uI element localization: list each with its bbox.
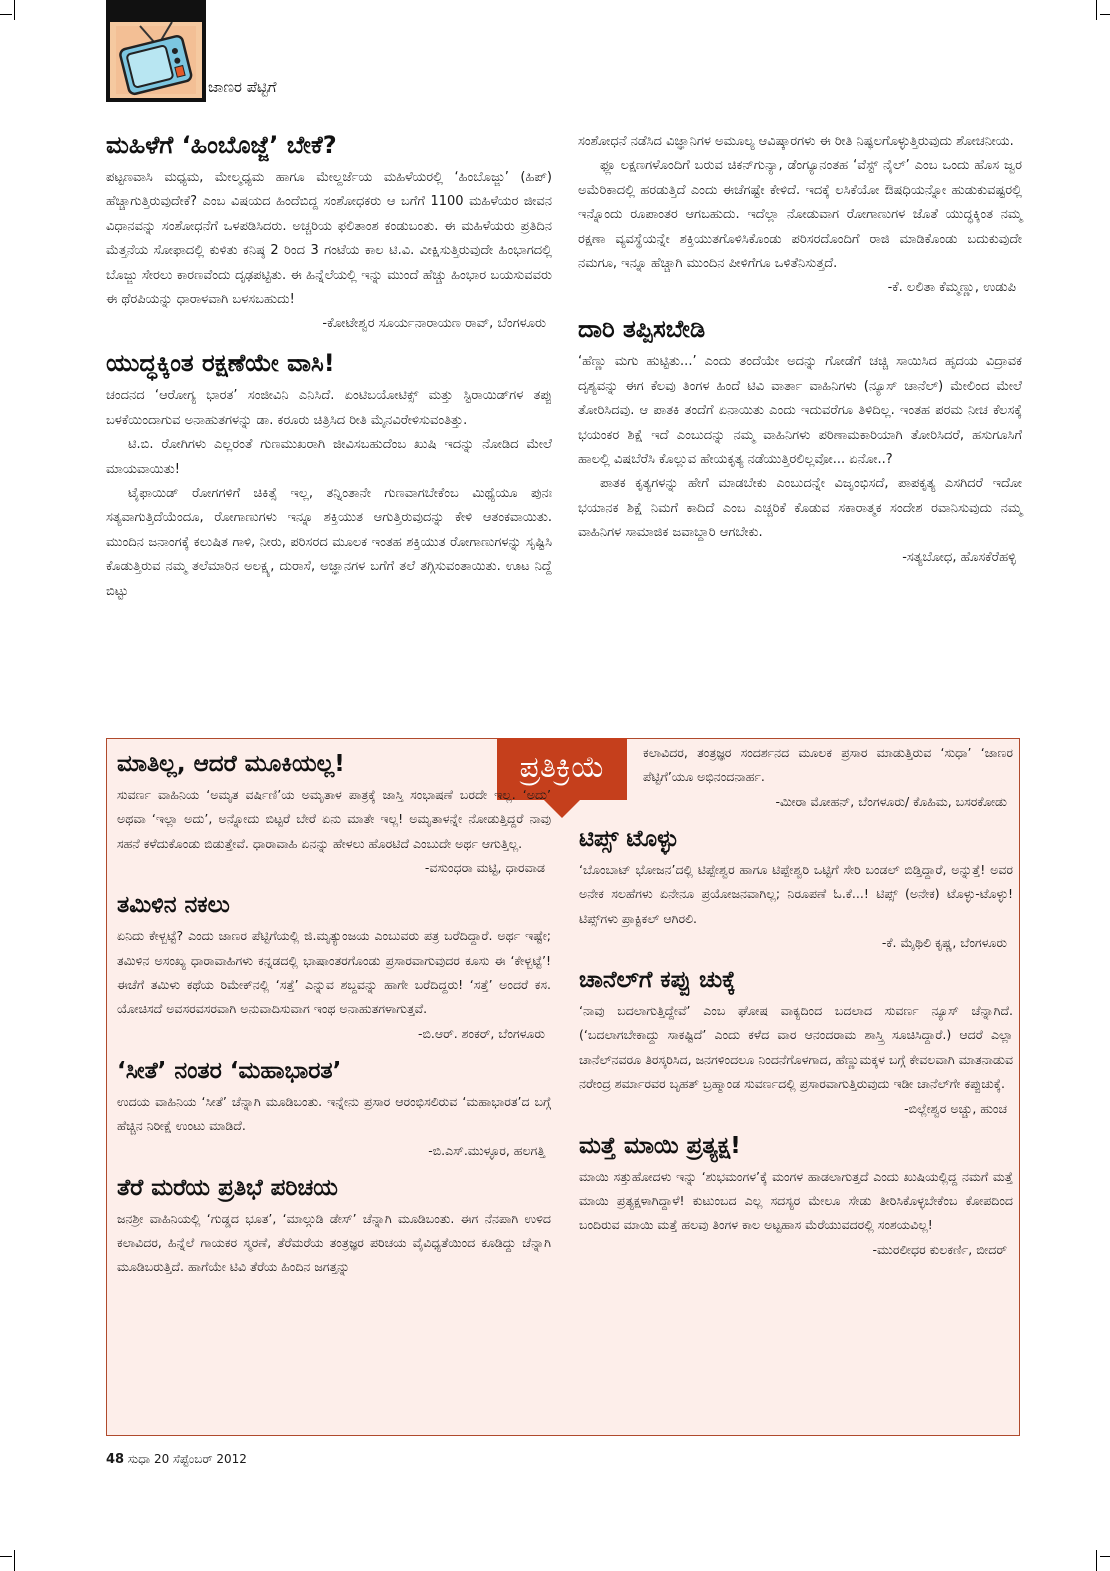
letter-signature: -ಬಿಲ್ಲೇಶ್ವರ ಅಚ್ಚು, ಹುಂಚ — [904, 1100, 1007, 1116]
letter — [579, 965, 1013, 1121]
tv-icon — [110, 22, 202, 98]
letter-body: ಟೈಫಾಯಿಡ್ ರೋಗಗಳಿಗೆ ಚಿಕಿತ್ಸೆ ಇಲ್ಲ, ತನ್ನಿಂತಾನೇ ಗುಣವಾಗಬೇಕೆಂಬ ಮಿಥ್ಯೆಯೂ ಪುನಃ ಸತ್ಯವಾಗುತ್ತಿದೆಯೆಂದೂ, ರೋಗಾಣುಗಳು ಇನ್ನೂ ಶಕ್ತಿಯುತ ಆಗುತ್ತಿರುವುದನ್ನು ಕೇಳಿ ಆತಂಕವಾಯಿತು. ಮುಂದಿನ ಜನಾಂಗಕ್ಕೆ ಕಲುಷಿತ ಗಾಳಿ, ನೀರು, ಪರಿಸರದ ಮೂಲಕ ಇಂತಹ ಶಕ್ತಿಯುತ ರೋಗಾಣುಗಳನ್ನು ಸೃಷ್ಟಿಸಿ ಕೊಡುತ್ತಿರುವ ನಮ್ಮ ತಲೆಮಾರಿನ ಅಲಕ್ಷ್ಯ, ದುರಾಸೆ, ಅಜ್ಞಾನಗಳ ಬಗೆಗೆ ತಲೆ ತಗ್ಗಿಸುವಂತಾಯಿತು. ಊಟ ನಿದ್ದೆ ಬಿಟ್ಟು — [106, 486, 552, 599]
letter-body: ಏನಿದು ಕೇಳ್ಬಟ್ಟೆ? ಎಂದು ಜಾಣರ ಪೆಟ್ಟಿಗೆಯಲ್ಲಿ ಜಿ.ಮೃತ್ಯುಂಜಯ ಎಂಬುವರು ಪತ್ರ ಬರೆದಿದ್ದಾರೆ. ಅರ್ಥ ಇಷ್ಟೇ; ತಮಿಳಿನ ಅಸಂಖ್ಯ ಧಾರಾವಾಹಿಗಳು ಕನ್ನಡದಲ್ಲಿ ಭಾಷಾಂತರಗೊಂಡು ಪ್ರಸಾರವಾಗುವುದರ ಕೂಸು ಈ ‘ಕೇಳ್ಬಟ್ಟೆ’! ಈಚೆಗೆ ತಮಿಳು ಕಥೆಯ ರಿಮೇಕ್‌ನಲ್ಲಿ ‘ಸತ್ತೆ’ ಎನ್ನುವ ಶಬ್ದವನ್ನು ಹಾಗೇ ಬರೆದಿದ್ದರು! ‘ಸತ್ತೆ’ ಅಂದರೆ ಕಸ. ಯೋಚಿಸದೆ ಅವಸರವಸರವಾಗಿ ಅನುವಾದಿಸುವಾಗ ಇಂಥ ಅನಾಹುತಗಳಾಗುತ್ತವೆ. — [117, 928, 551, 1017]
letter-body: ‘ಹೆಣ್ಣು ಮಗು ಹುಟ್ಟಿತು...’ ಎಂದು ತಂದೆಯೇ ಅದನ್ನು ಗೋಡೆಗೆ ಚಚ್ಚಿ ಸಾಯಿಸಿದ ಹೃದಯ ವಿದ್ರಾವಕ ದೃಶ್ಯವನ್ನು ಈಗ ಕೆಲವು ತಿಂಗಳ ಹಿಂದೆ ಟಿವಿ ವಾರ್ತಾ ವಾಹಿನಿಗಳು (ನ್ಯೂಸ್ ಚಾನೆಲ್) ಮೇಲಿಂದ ಮೇಲೆ ತೋರಿಸಿದವು. ಆ ಪಾತಕಿ ತಂದೆಗೆ ಏನಾಯಿತು ಎಂದು ಇದುವರೆಗೂ ತಿಳಿದಿಲ್ಲ. ಇಂತಹ ಪರಮ ನೀಚ ಕೆಲಸಕ್ಕೆ ಭಯಂಕರ ಶಿಕ್ಷೆ ಇದೆ ಎಂಬುದನ್ನು ನಮ್ಮ ವಾಹಿನಿಗಳು ಪರಿಣಾಮಕಾರಿಯಾಗಿ ತೋರಿಸಿದರೆ, ಹಸುಗೂಸಿಗೆ ಹಾಲಲ್ಲಿ ವಿಷಬೆರೆಸಿ ಕೊಲ್ಲುವ ಹೇಯಕೃತ್ಯ ನಡೆಯುತ್ತಿರಲಿಲ್ಲವೋ... ಏನೋ..? — [578, 354, 1022, 468]
letter-title: ಮತ್ತೆ ಮಾಯಿ ಪ್ರತ್ಯಕ್ಷ! — [579, 1132, 741, 1159]
letter — [117, 1173, 551, 1280]
letter-title: ಯುದ್ಧಕ್ಕಿಂತ ರಕ್ಷಣೆಯೇ ವಾಸಿ! — [106, 349, 335, 378]
letter-title: ಟಿಪ್ಸ್ ಟೊಳ್ಳು — [579, 825, 679, 852]
crop-mark — [1096, 0, 1097, 20]
letter-title: ಮಾತಿಲ್ಲ, ಆದರೆ ಮೂಕಿಯಲ್ಲ! — [117, 751, 345, 777]
reactions-box — [106, 738, 1020, 1436]
letter — [106, 348, 552, 604]
letter-body: ಸಂಶೋಧನೆ ನಡೆಸಿದ ವಿಜ್ಞಾನಿಗಳ ಅಮೂಲ್ಯ ಆವಿಷ್ಕಾರಗಳು ಈ ರೀತಿ ನಿಷ್ಫಲಗೊಳ್ಳುತ್ತಿರುವುದು ಶೋಚನೀಯ. — [578, 134, 1014, 149]
letter-signature: -ಕೆ. ಮೈಥಿಲಿ ಕೃಷ್ಣ, ಬೆಂಗಳೂರು — [881, 935, 1007, 951]
letter-signature: -ಕೆ. ಲಲಿತಾ ಕೆಮ್ಮಣ್ಣು, ಉಡುಪಿ — [887, 280, 1016, 296]
letter — [106, 130, 552, 336]
reactions-left-column — [117, 749, 551, 1280]
letter-title: ಮಹಿಳೆಗೆ ‘ಹಿಂಬೊಜ್ಜೆ’ ಬೇಕೆ? — [106, 131, 337, 159]
letter-title: ಚಾನೆಲ್‌ಗೆ ಕಪ್ಪು ಚುಕ್ಕೆ — [579, 967, 736, 994]
letter-title: ದಾರಿ ತಪ್ಪಿಸಬೇಡಿ — [578, 315, 706, 344]
letter-signature: -ಬಿ.ಎಸ್.ಮುಳ್ಳೂರ, ಹಲಗತ್ತಿ — [428, 1142, 545, 1158]
section-title: ಜಾಣರ ಪೆಟ್ಟಿಗೆ — [208, 78, 277, 96]
top-left-column — [106, 130, 552, 604]
letter-title: ತೆರೆ ಮರೆಯ ಪ್ರತಿಭೆ ಪರಿಚಯ — [117, 1174, 338, 1201]
letter-body: ಫ್ಲೂ ಲಕ್ಷಣಗಳೊಂದಿಗೆ ಬರುವ ಚಿಕನ್‌ಗುನ್ಯಾ, ಡೆಂಗ್ಯೂನಂತಹ ‘ವೆಸ್ಟ್ ನೈಲ್’ ಎಂಬ ಒಂದು ಹೊಸ ಜ್ವರ ಅಮೆರಿಕಾದಲ್ಲಿ ಹರಡುತ್ತಿದೆ ಎಂದು ಈಚೆಗಷ್ಟೇ ಕೇಳಿದೆ. ಇದಕ್ಕೆ ಲಸಿಕೆಯೋ ಔಷಧಿಯನ್ನೋ ಹುಡುಕುವಷ್ಟರಲ್ಲಿ ಇನ್ನೊಂದು ರೂಪಾಂತರ ಆಗಬಹುದು. ಇದೆಲ್ಲಾ ನೋಡುವಾಗ ರೋಗಾಣುಗಳ ಜೊತೆ ಯುದ್ಧಕ್ಕಿಂತ ನಮ್ಮ ರಕ್ಷಣಾ ವ್ಯವಸ್ಥೆಯನ್ನೇ ಶಕ್ತಿಯುತಗೊಳಿಸಿಕೊಂಡು ಪರಿಸರದೊಂದಿಗೆ ರಾಜಿ ಮಾಡಿಕೊಂಡು ಬದುಕುವುದೇ ನಮಗೂ, ಇನ್ನೂ ಹೆಚ್ಚಾಗಿ ಮುಂದಿನ ಪೀಳಿಗೆಗೂ ಒಳಿತೆನಿಸುತ್ತದೆ. — [578, 158, 1022, 272]
crop-mark — [1100, 14, 1110, 15]
letter-signature: -ವಸುಂಧರಾ ಮಟ್ಟಿ, ಧಾರವಾಡ — [424, 860, 545, 876]
page-footer — [106, 1452, 247, 1467]
letter — [578, 314, 1022, 569]
letter — [578, 130, 1022, 300]
letter-body: ಮಾಯಿ ಸತ್ತುಹೋದಳು ಇನ್ನು ‘ಶುಭಮಂಗಳ’ಕ್ಕೆ ಮಂಗಳ ಹಾಡಲಾಗುತ್ತದೆ ಎಂದು ಖುಷಿಯಲ್ಲಿದ್ದ ನಮಗೆ ಮತ್ತೆ ಮಾಯಿ ಪ್ರತ್ಯಕ್ಷಳಾಗಿದ್ದಾಳೆ! ಕುಟುಂಬದ ಎಲ್ಲ ಸದಸ್ಯರ ಮೇಲೂ ಸೇಡು ತೀರಿಸಿಕೊಳ್ಳಬೇಕೆಂಬ ಕೋಪದಿಂದ ಬಂದಿರುವ ಮಾಯಿ ಮತ್ತೆ ಹಲವು ತಿಂಗಳ ಕಾಲ ಅಟ್ಟಹಾಸ ಮೆರೆಯುವದರಲ್ಲಿ ಸಂಶಯವಿಲ್ಲ! — [579, 1168, 1013, 1233]
letter-title: ತಮಿಳಿನ ನಕಲು — [117, 892, 230, 919]
letter-body: ಕಲಾವಿದರ, ತಂತ್ರಜ್ಞರ ಸಂದರ್ಶನದ ಮೂಲಕ ಪ್ರಸಾರ ಮಾಡುತ್ತಿರುವ ‘ಸುಧಾ’ ‘ಜಾಣರ ಪೆಟ್ಟಿಗೆ’ಯೂ ಅಭಿನಂದನಾರ್ಹ. — [643, 745, 1013, 785]
crop-mark — [14, 0, 15, 20]
letter — [579, 741, 1013, 814]
reactions-badge: ಪ್ರತಿಕ್ರಿಯೆ — [497, 738, 627, 800]
crop-mark — [14, 1550, 15, 1571]
letter — [117, 749, 551, 880]
crop-mark — [1100, 1556, 1110, 1557]
crop-mark — [1096, 1550, 1097, 1571]
letter-signature: -ಕೋಟೇಶ್ವರ ಸೂರ್ಯನಾರಾಯಣ ರಾವ್, ಬೆಂಗಳೂರು — [322, 316, 546, 332]
letter — [579, 1131, 1013, 1262]
letter-body: ಜನಶ್ರೀ ವಾಹಿನಿಯಲ್ಲಿ ‘ಗುಡ್ಡದ ಭೂತ’, ‘ಮಾಲ್ಗುಡಿ ಡೇಸ್’ ಚೆನ್ನಾಗಿ ಮೂಡಿಬಂತು. ಈಗ ನೆನಪಾಗಿ ಉಳಿದ ಕಲಾವಿದರ, ಹಿನ್ನೆಲೆ ಗಾಯಕರ ಸ್ಮರಣೆ, ತೆರೆಮರೆಯ ತಂತ್ರಜ್ಞರ ಪರಿಚಯ ವೈವಿಧ್ಯತೆಯಿಂದ ಕೂಡಿದ್ದು ಚೆನ್ನಾಗಿ ಮೂಡಿಬರುತ್ತಿದೆ. ಹಾಗೆಯೇ ಟಿವಿ ತೆರೆಯ ಹಿಂದಿನ ಜಗತ್ತನ್ನು — [117, 1210, 551, 1275]
magazine-name: ಸುಧಾ — [127, 1452, 151, 1466]
letter-body: ಟಿ.ಬಿ. ರೋಗಿಗಳು ಎಲ್ಲರಂತೆ ಗುಣಮುಖರಾಗಿ ಜೀವಿಸಬಹುದೆಂಬ ಖುಷಿ ಇದನ್ನು ನೋಡಿದ ಮೇಲೆ ಮಾಯವಾಯಿತು! — [106, 437, 552, 477]
letter — [117, 1056, 551, 1163]
page-number: 48 — [106, 1452, 125, 1467]
crop-mark — [0, 1556, 12, 1557]
letter-title: ‘ಸೀತೆ’ ನಂತರ ‘ಮಹಾಭಾರತ’ — [117, 1057, 342, 1084]
letter-signature: -ಮೀರಾ ಮೋಹನ್, ಬೆಂಗಳೂರು/ ಕೊಹಿಮ, ಬಸರಕೋಡು — [775, 793, 1007, 809]
letter-body: ಉದಯ ವಾಹಿನಿಯ ‘ಸೀತೆ’ ಚೆನ್ನಾಗಿ ಮೂಡಿಬಂತು. ಇನ್ನೇನು ಪ್ರಸಾರ ಆರಂಭಿಸಲಿರುವ ‘ಮಹಾಭಾರತ’ದ ಬಗ್ಗೆ ಹೆಚ್ಚಿನ ನಿರೀಕ್ಷೆ ಉಂಟು ಮಾಡಿದೆ. — [117, 1093, 551, 1134]
letter-body: ಪಾತಕ ಕೃತ್ಯಗಳನ್ನು ಹೇಗೆ ಮಾಡಬೇಕು ಎಂಬುದನ್ನೇ ವಿಜೃಂಭಿಸದೆ, ಪಾಪಕೃತ್ಯ ಎಸಗಿದರೆ ಇದೋ ಭಯಾನಕ ಶಿಕ್ಷೆ ನಿಮಗೆ ಕಾದಿದೆ ಎಂಬ ಎಚ್ಚರಿಕೆ ಕೊಡುವ ಸಕಾರಾತ್ಮಕ ಸಂದೇಶ ರವಾನಿಸುವುದು ನಮ್ಮ ವಾಹಿನಿಗಳ ಸಾಮಾಜಿಕ ಜವಾಬ್ದಾರಿ ಆಗಬೇಕು. — [578, 476, 1022, 541]
issue-date: 20 ಸೆಪ್ಟೆಂಬರ್ 2012 — [153, 1452, 247, 1466]
letter — [117, 890, 551, 1046]
letter-signature: -ಸತ್ಯಬೋಧ, ಹೊಸಕೆರೆಹಳ್ಳಿ — [902, 549, 1016, 565]
top-right-column — [578, 130, 1022, 570]
reactions-right-column — [579, 741, 1013, 1262]
crop-mark — [0, 14, 12, 15]
section-logo — [106, 0, 206, 102]
letter-body: ‘ನಾವು ಬದಲಾಗುತ್ತಿದ್ದೇವೆ’ ಎಂಬ ಘೋಷ ವಾಕ್ಯದಿಂದ ಬದಲಾದ ಸುವರ್ಣ ನ್ಯೂಸ್ ಚೆನ್ನಾಗಿದೆ. (‘ಬದಲಾಗಬೇಕಾದ್ದು ಸಾಕಷ್ಟಿದೆ’ ಎಂದು ಕಳೆದ ವಾರ ಆನಂದರಾಮ ಶಾಸ್ತ್ರಿ ಸೂಚಿಸಿದ್ದಾರೆ.) ಆದರೆ ಎಲ್ಲಾ ಚಾನೆಲ್‌ನವರೂ ತಿರಸ್ಕರಿಸಿದ, ಜನಗಳಿಂದಲೂ ನಿಂದನೆಗೊಳಗಾದ, ಹೆಣ್ಣುಮಕ್ಕಳ ಬಗ್ಗೆ ಕೇವಲವಾಗಿ ಮಾತನಾಡುವ ನರೇಂದ್ರ ಶರ್ಮಾರವರ ಬೃಹತ್ ಬ್ರಹ್ಮಾಂಡ ಸುವರ್ಣದಲ್ಲಿ ಪ್ರಸಾರವಾಗುತ್ತಿರುವುದು ಇಡೀ ಚಾನೆಲ್‌ಗೇ ಕಪ್ಪುಚುಕ್ಕೆ. — [579, 1003, 1013, 1092]
letter-body: ಪಟ್ಟಣವಾಸಿ ಮಧ್ಯಮ, ಮೇಲ್ಮಧ್ಯಮ ಹಾಗೂ ಮೇಲ್ದರ್ಜೆಯ ಮಹಿಳೆಯರಲ್ಲಿ ‘ಹಿಂಬೊಜ್ಜು’ (ಹಿಪ್) ಹೆಚ್ಚಾಗುತ್ತಿರುವುದೇಕೆ? ಎಂಬ ವಿಷಯದ ಹಿಂದೆಬಿದ್ದ ಸಂಶೋಧಕರು ಆ ಬಗೆಗೆ 1100 ಮಹಿಳೆಯರ ಜೀವನ ವಿಧಾನವನ್ನು ಸಂಶೋಧನೆಗೆ ಒಳಪಡಿಸಿದರು. ಅಚ್ಚರಿಯ ಫಲಿತಾಂಶ ಕಂಡುಬಂತು. ಈ ಮಹಿಳೆಯರು ಪ್ರತಿದಿನ ಮೆತ್ತನೆಯ ಸೋಫಾದಲ್ಲಿ ಕುಳಿತು ಕನಿಷ್ಠ 2 ರಿಂದ 3 ಗಂಟೆಯ ಕಾಲ ಟಿ.ವಿ. ವೀಕ್ಷಿಸುತ್ತಿರುವುದೇ ಹಿಂಭಾಗದಲ್ಲಿ ಬೊಜ್ಜು ಸೇರಲು ಕಾರಣವೆಂದು ದೃಢಪಟ್ಟಿತು. ಈ ಹಿನ್ನೆಲೆಯಲ್ಲಿ ಇನ್ನು ಮುಂದೆ ಹೆಚ್ಚು ಹಿಂಭಾರ ಬಯಸುವವರು ಈ ಥೆರಪಿಯನ್ನು ಧಾರಾಳವಾಗಿ ಬಳಸಬಹುದು! — [106, 170, 552, 308]
letter-signature: -ಮುರಲೀಧರ ಕುಲಕರ್ಣಿ, ಬೀದರ್ — [872, 1241, 1007, 1257]
letter-body: ಚಂದನದ ‘ಆರೋಗ್ಯ ಭಾರತ’ ಸಂಜೀವಿನಿ ಎನಿಸಿದೆ. ಏಂಟಿಬಯೋಟಿಕ್ಸ್ ಮತ್ತು ಸ್ಟಿರಾಯಿಡ್‌ಗಳ ತಪ್ಪು ಬಳಕೆಯಿಂದಾಗುವ ಅನಾಹುತಗಳನ್ನು ಡಾ. ಕರೂರು ಚಿತ್ರಿಸಿದ ರೀತಿ ಮೈನವಿರೇಳಿಸುವಂತಿತ್ತು. — [106, 388, 552, 428]
letter-body: ‘ಬೊಂಬಾಟ್ ಭೋಜನ’ದಲ್ಲಿ ಟಿಪ್ಪೇಶ್ವರ ಹಾಗೂ ಟಿಪ್ಪೇಶ್ವರಿ ಒಟ್ಟಿಗೆ ಸೇರಿ ಬಂಡಲ್ ಬಿಡ್ತಿದ್ದಾರೆ, ಅನ್ನುತ್ತೆ! ಅವರ ಅನೇಕ ಸಲಹೆಗಳು ಏನೇನೂ ಪ್ರಯೋಜನವಾಗಿಲ್ಲ; ನಿರೂಪಣೆ ಓ.ಕೆ...! ಟಿಪ್ಸ್ (ಅನೇಕ) ಟೊಳ್ಳು-ಟೊಳ್ಳು! ಟಿಪ್ಸ್‌ಗಳು ಪ್ರಾಕ್ಟಿಕಲ್ ಆಗಿರಲಿ. — [579, 861, 1013, 926]
letter-body: ಸುವರ್ಣ ವಾಹಿನಿಯ ‘ಅಮೃತ ವರ್ಷಿಣಿ’ಯ ಅಮೃತಾಳ ಪಾತ್ರಕ್ಕೆ ಜಾಸ್ತಿ ಸಂಭಾಷಣೆ ಬರದೇ ಇಲ್ಲ. ‘ಅದು’ ಅಥವಾ ‘ಇಲ್ಲಾ ಅದು’, ಅನ್ನೋದು ಬಿಟ್ಟರೆ ಬೇರೆ ಏನು ಮಾತೇ ಇಲ್ಲ! ಅಮೃತಾಳನ್ನೇ ನೋಡುತ್ತಿದ್ದರೆ ನಾವು ಸಹನೆ ಕಳೆದುಕೊಂಡು ಬಿಡುತ್ತೇವೆ. ಧಾರಾವಾಹಿ ಏನನ್ನು ಹೇಳಲು ಹೊರಟಿದೆ ಎಂಬುದೇ ಅರ್ಥ ಆಗುತ್ತಿಲ್ಲ. — [117, 787, 551, 851]
letter-signature: -ಬಿ.ಆರ್. ಶಂಕರ್, ಬೆಂಗಳೂರು — [417, 1025, 545, 1041]
letter — [579, 824, 1013, 955]
